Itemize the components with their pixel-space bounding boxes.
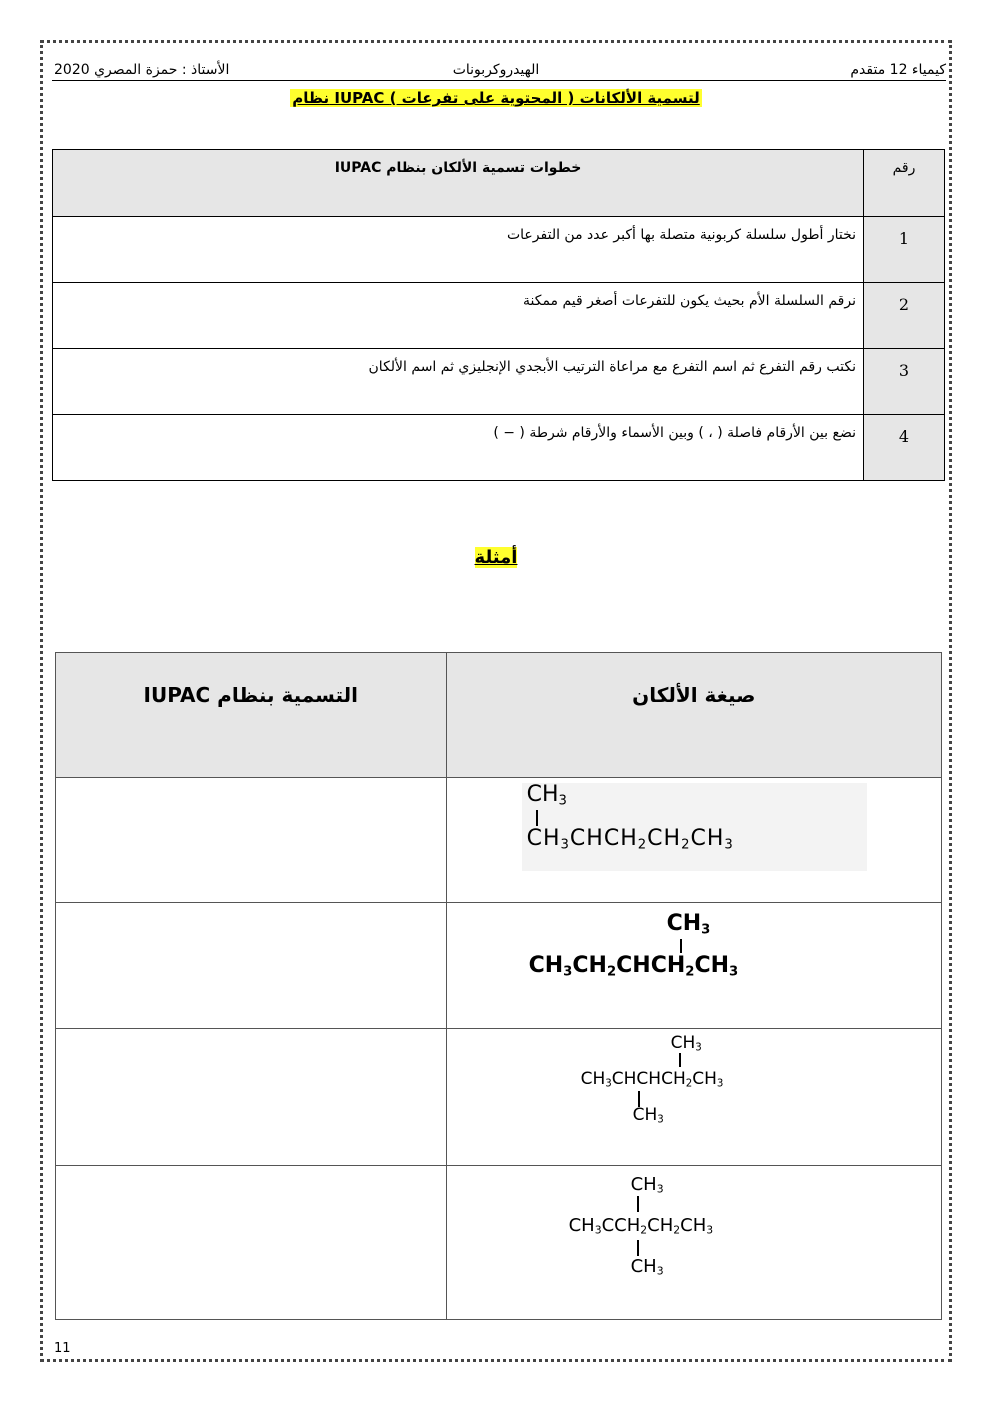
steps-table-header: [53, 150, 945, 217]
bond-line: [637, 1240, 639, 1256]
main-chain: $CH_3CCH_2CH_2CH_3$: [568, 1215, 714, 1237]
header-subject: كيمياء 12 متقدم: [850, 62, 946, 78]
branch-top: $CH_3$: [630, 1174, 664, 1196]
table-row: [56, 903, 942, 1029]
col-num-header: رقم: [864, 150, 945, 217]
step-text: نكتب رقم التفرع ثم اسم التفرع مع مراعاة الترتيب الأبجدي الإنجليزي ثم اسم الألكان: [53, 349, 864, 415]
main-chain: $CH_3CH_2CHCH_2CH_3$: [528, 953, 739, 980]
bond-line: [679, 1053, 681, 1067]
step-number: 2: [864, 283, 945, 349]
col-name-header: التسمية بنظام IUPAC: [56, 653, 447, 778]
step-number: 1: [864, 217, 945, 283]
formula-cell: [446, 1029, 941, 1166]
step-text: نضع بين الأرقام فاصلة ( ، ) وبين الأسماء والأرقام شرطة ( − ): [53, 415, 864, 481]
formula-cell: [446, 778, 941, 903]
examples-heading: [0, 547, 992, 568]
branch-top: $CH_3$: [670, 1033, 702, 1054]
answer-cell[interactable]: [56, 903, 447, 1029]
examples-heading-text: أمثلة: [474, 547, 518, 568]
main-chain: $CH_3CHCHCH_2CH_3$: [580, 1069, 724, 1090]
header-topic-text: الهيدروكربونات: [452, 62, 540, 78]
table-row: [56, 1166, 942, 1320]
answer-cell[interactable]: [56, 1166, 447, 1320]
branch-bottom: $CH_3$: [632, 1105, 664, 1126]
table-row: [53, 349, 945, 415]
page-number: 11: [54, 1341, 71, 1356]
step-text: نختار أطول سلسلة كربونية متصلة بها أكبر عدد من التفرعات: [53, 217, 864, 283]
step-number: 4: [864, 415, 945, 481]
main-chain: $CH_3CHCH_2CH_2CH_3$: [526, 826, 734, 853]
examples-table-header: [56, 653, 942, 778]
examples-table: [55, 652, 942, 1320]
branch-bottom: $CH_3$: [630, 1256, 664, 1278]
table-row: [53, 283, 945, 349]
formula-cell: [446, 1166, 941, 1320]
branch-top: $CH_3$: [666, 911, 711, 938]
table-row: [56, 1029, 942, 1166]
table-row: [56, 778, 942, 903]
col-formula-header: صيغة الألكان: [446, 653, 941, 778]
step-text: نرقم السلسلة الأم بحيث يكون للتفرعات أصغر قيم ممكنة: [53, 283, 864, 349]
bond-line: [536, 810, 538, 826]
steps-table: [52, 149, 945, 481]
branch-top: $CH_3$: [526, 782, 567, 809]
page-title-text: نظام IUPAC لتسمية الألكانات ( المحتوية على تفرعات ): [292, 89, 700, 107]
col-steps-header: خطوات تسمية الألكان بنظام IUPAC: [53, 150, 864, 217]
page-title: [0, 88, 992, 107]
table-row: [53, 217, 945, 283]
header-teacher: الأستاذ : حمزة المصري 2020: [54, 62, 230, 78]
header-divider: [52, 80, 946, 81]
bond-line: [680, 939, 682, 953]
answer-cell[interactable]: [56, 778, 447, 903]
table-row: [53, 415, 945, 481]
formula-cell: [446, 903, 941, 1029]
answer-cell[interactable]: [56, 1029, 447, 1166]
step-number: 3: [864, 349, 945, 415]
bond-line: [637, 1196, 639, 1212]
